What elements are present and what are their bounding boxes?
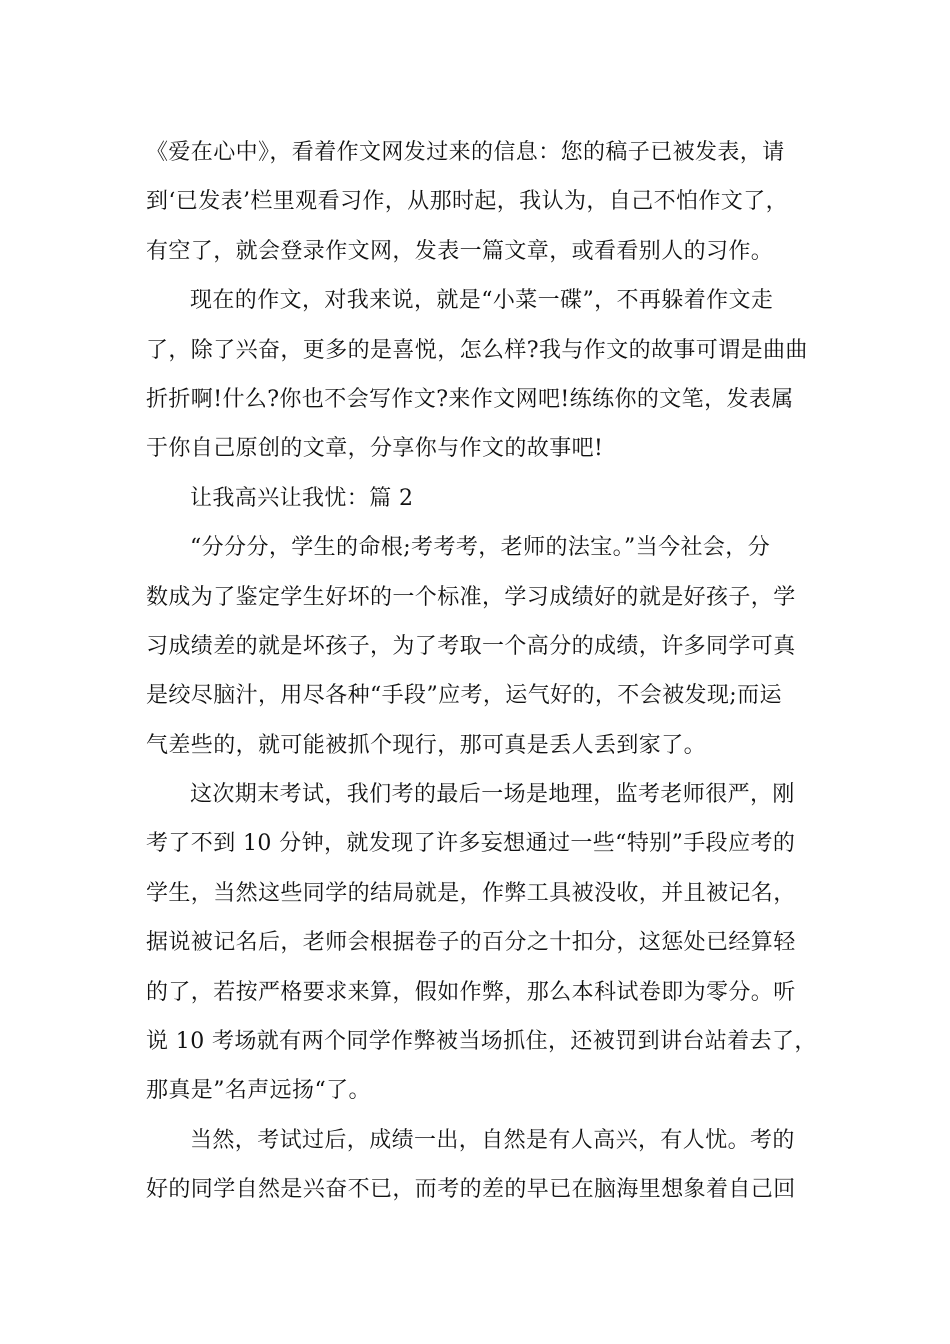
text-line-7: 于你自己原创的文章，分享你与作文的故事吧!: [146, 436, 604, 462]
text-line-5: 了，除了兴奋，更多的是喜悦，怎么样?我与作文的故事可谓是曲曲: [146, 337, 808, 363]
text-line-19: 说 10 考场就有两个同学作弊被当场抓住，还被罚到讲台站着去了，: [146, 1029, 817, 1055]
text-line-11: 习成绩差的就是坏孩子，为了考取一个高分的成绩，许多同学可真: [146, 633, 796, 659]
text-line-17: 据说被记名后，老师会根据卷子的百分之十扣分，这惩处已经算轻: [146, 930, 796, 956]
text-line-3: 有空了，就会登录作文网，发表一篇文章，或看看别人的习作。: [146, 238, 774, 264]
section-heading: 让我高兴让我忧：篇 2: [190, 485, 414, 511]
text-line-16: 学生，当然这些同学的结局就是，作弊工具被没收，并且被记名，: [146, 880, 796, 906]
text-line-6: 折折啊!什么?你也不会写作文?来作文网吧!练练你的文笔，发表属: [146, 386, 794, 412]
text-line-18: 的了，若按严格要求来算，假如作弊，那么本科试卷即为零分。听: [146, 979, 796, 1005]
text-line-4: 现在的作文，对我来说，就是“小菜一碟”，不再躲着作文走: [190, 288, 774, 314]
text-line-14: 这次期末考试，我们考的最后一场是地理，监考老师很严，刚: [190, 782, 795, 808]
text-line-20: 那真是”名声远扬“了。: [146, 1078, 371, 1104]
text-line-15: 考了不到 10 分钟，就发现了许多妄想通过一些“特别”手段应考的: [146, 831, 796, 857]
document-body: [146, 128, 817, 1215]
text-line-1: 《爱在心中》，看着作文网发过来的信息：您的稿子已被发表，请: [146, 140, 785, 165]
text-line-2: 到‘已发表’栏里观看习作，从那时起，我认为，自己不怕作文了，: [146, 189, 788, 215]
text-line-13: 气差些的，就可能被抓个现行，那可真是丢人丢到家了。: [146, 732, 707, 758]
text-line-22: 好的同学自然是兴奋不已，而考的差的早已在脑海里想象着自己回: [146, 1177, 796, 1203]
text-line-21: 当然，考试过后，成绩一出，自然是有人高兴，有人忧。考的: [190, 1127, 795, 1153]
text-line-10: 数成为了鉴定学生好坏的一个标准，学习成绩好的就是好孩子，学: [146, 584, 796, 610]
text-line-12: 是绞尽脑汁，用尽各种“手段”应考，运气好的，不会被发现;而运: [146, 683, 782, 709]
text-line-9: “分分分，学生的命根;考考考，老师的法宝。”当今社会，分: [190, 535, 771, 561]
